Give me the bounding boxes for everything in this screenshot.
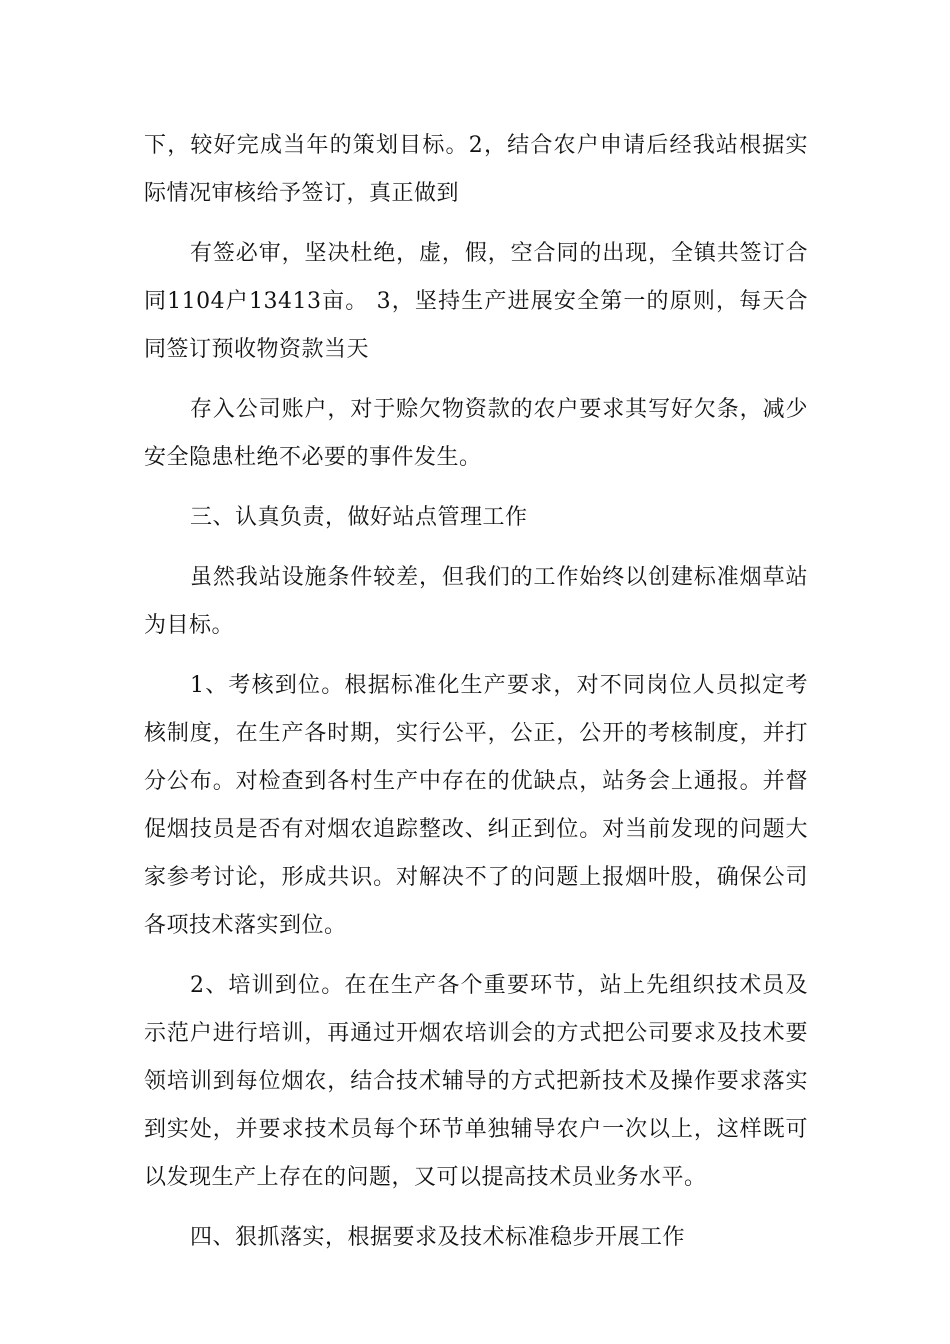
paragraph-continuation: 下，较好完成当年的策划目标。2，结合农户申请后经我站根据实际情况审核给予签订，真正做到 xyxy=(144,133,808,206)
section-heading-3: 三、认真负责，做好站点管理工作 xyxy=(190,505,528,530)
paragraph-station-goal: 虽然我站设施条件较差，但我们的工作始终以创建标准烟草站为目标。 xyxy=(144,565,808,638)
paragraph-training: 2、培训到位。在在生产各个重要环节，站上先组织技术员及示范户进行培训，再通过开烟农培训会的方式把公司要求及技术要领培训到每位烟农，结合技术辅导的方式把新技术及操作要求落实到实处，并要求技术员每个环节单独辅导农户一次以上，这样既可以发现生产上存在的问题，又可以提高技术员业务水平。 xyxy=(144,973,808,1190)
document-page xyxy=(144,122,808,1274)
paragraph-assessment: 1、考核到位。根据标准化生产要求，对不同岗位人员拟定考核制度，在生产各时期，实行公平，公正，公开的考核制度，并打分公布。对检查到各村生产中存在的优缺点，站务会上通报。并督促烟技员是否有对烟农追踪整改、纠正到位。对当前发现的问题大家参考讨论，形成共识。对解决不了的问题上报烟叶股，确保公司各项技术落实到位。 xyxy=(144,673,808,938)
paragraph-contract-review: 有签必审，坚决杜绝，虚，假，空合同的出现，全镇共签订合同1104户13413亩。 3，坚持生产进展安全第一的原则，每天合同签订预收物资款当天 xyxy=(144,241,808,362)
section-heading-4: 四、狠抓落实，根据要求及技术标准稳步开展工作 xyxy=(190,1225,686,1250)
paragraph-account-deposit: 存入公司账户，对于赊欠物资款的农户要求其写好欠条，减少安全隐患杜绝不必要的事件发生。 xyxy=(144,397,808,470)
